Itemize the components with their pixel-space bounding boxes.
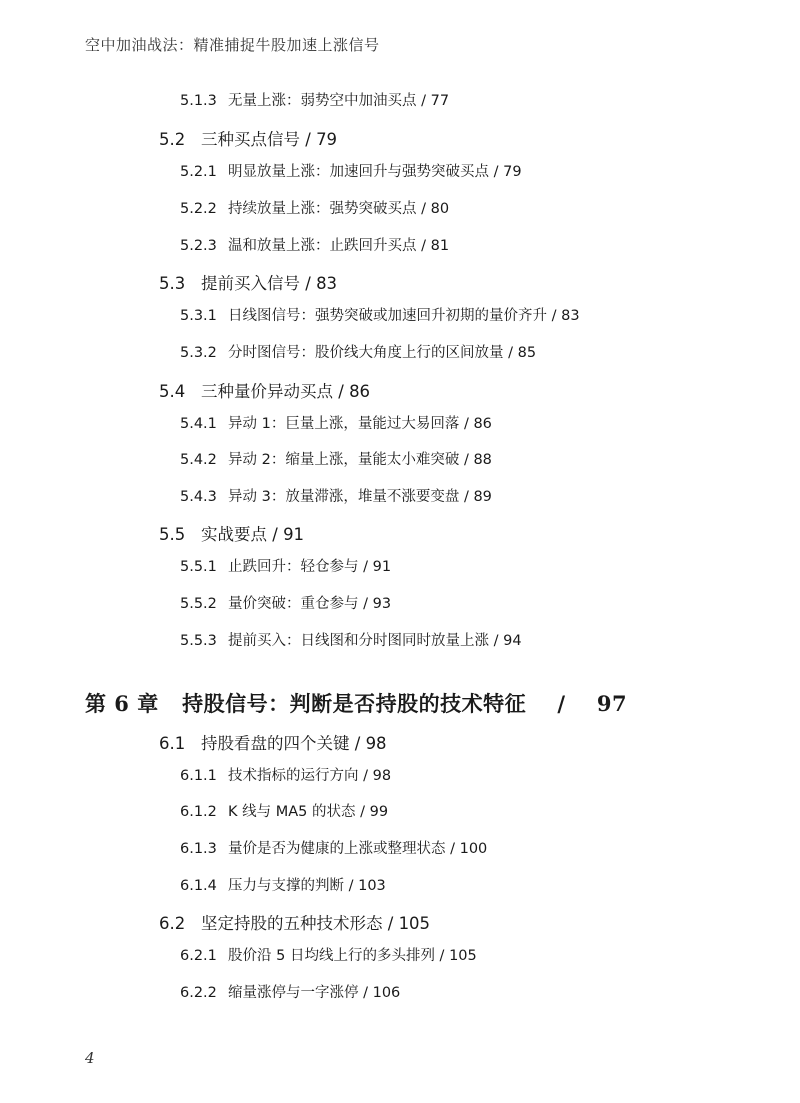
entry-number: 5.3 [159,274,186,293]
toc-entry-5-5: 5.5 实战要点 / 91 [159,525,305,544]
entry-title: K 线与 MA5 的状态 [228,804,356,820]
toc-entry-6-1-3: 6.1.3 量价是否为健康的上涨或整理状态 / 100 [180,841,488,857]
chapter-number: 第 6 章 [85,691,159,716]
entry-title: 止跌回升：轻仓参与 [228,559,359,575]
entry-title: 异动 3：放量滞涨，堆量不涨要变盘 [228,489,460,505]
entry-title: 异动 2：缩量上涨，量能太小难突破 [228,452,460,468]
entry-title: 三种量价异动买点 [201,382,333,401]
entry-number: 5.4.2 [180,452,217,468]
entry-page: 89 [473,489,492,505]
entry-number: 5.5.2 [180,596,217,612]
entry-page: 91 [372,559,392,575]
toc-entry-5-4-2: 5.4.2 异动 2：缩量上涨，量能太小难突破 / 88 [180,452,492,468]
entry-number: 5.5.1 [180,559,217,575]
entry-title: 缩量涨停与一字涨停 [228,985,359,1001]
toc-entry-5-4-1: 5.4.1 异动 1：巨量上涨，量能过大易回落 / 86 [180,416,492,432]
toc-entry-6-1-1: 6.1.1 技术指标的运行方向 / 98 [180,768,392,784]
entry-number: 6.1.3 [180,841,217,857]
entry-number: 5.3.2 [180,345,217,361]
entry-number: 6.2.1 [180,948,217,964]
toc-entry-5-1-3: 5.1.3 无量上涨：弱势空中加油买点 / 77 [180,93,450,109]
entry-number: 6.1.1 [180,768,217,784]
entry-page: 105 [449,948,477,964]
entry-page: 93 [372,596,392,612]
entry-title: 坚定持股的五种技术形态 [201,914,383,933]
entry-page: 88 [473,452,492,468]
entry-title: 压力与支撑的判断 [228,878,344,894]
entry-title: 实战要点 [201,525,267,544]
entry-title: 明显放量上涨：加速回升与强势突破买点 [228,164,489,180]
entry-number: 5.2.3 [180,238,217,254]
entry-number: 6.1 [159,734,186,753]
entry-title: 日线图信号：强势突破或加速回升初期的量价齐升 [228,308,547,324]
entry-page: 105 [398,914,431,933]
entry-page: 94 [503,633,522,649]
entry-number: 6.1.2 [180,804,217,820]
toc-entry-5-4-3: 5.4.3 异动 3：放量滞涨，堆量不涨要变盘 / 89 [180,489,492,505]
toc-entry-5-3-1: 5.3.1 日线图信号：强势突破或加速回升初期的量价齐升 / 83 [180,308,580,324]
toc-entry-5-2-2: 5.2.2 持续放量上涨：强势突破买点 / 80 [180,201,450,217]
toc-entry-5-3-2: 5.3.2 分时图信号：股价线大角度上行的区间放量 / 85 [180,345,537,361]
entry-number: 5.5 [159,525,186,544]
page-number: 4 [85,1049,95,1067]
entry-number: 5.2 [159,130,186,149]
entry-number: 5.3.1 [180,308,217,324]
chapter-title: 持股信号：判断是否持股的技术特征 [182,691,527,716]
entry-title: 技术指标的运行方向 [228,768,359,784]
toc-entry-6-2: 6.2 坚定持股的五种技术形态 / 105 [159,914,431,933]
entry-page: 98 [372,768,392,784]
toc-entry-6-2-1: 6.2.1 股价沿 5 日均线上行的多头排列 / 105 [180,948,477,964]
toc-entry-5-3: 5.3 提前买入信号 / 83 [159,274,338,293]
entry-page: 85 [517,345,537,361]
entry-title: 异动 1：巨量上涨，量能过大易回落 [228,416,460,432]
entry-page: 79 [503,164,522,180]
entry-title: 分时图信号：股价线大角度上行的区间放量 [228,345,504,361]
toc-entry-5-4: 5.4 三种量价异动买点 / 86 [159,382,371,401]
entry-title: 无量上涨：弱势空中加油买点 [228,93,417,109]
running-header: 空中加油战法：精准捕捉牛股加速上涨信号 [85,36,380,54]
entry-page: 83 [561,308,580,324]
entry-title: 股价沿 5 日均线上行的多头排列 [228,948,435,964]
entry-title: 三种买点信号 [201,130,300,149]
entry-number: 6.1.4 [180,878,217,894]
entry-page: 99 [369,804,389,820]
entry-number: 5.4.3 [180,489,217,505]
entry-page: 103 [358,878,386,894]
entry-page: 86 [349,382,371,401]
toc-entry-6-1-2: 6.1.2 K 线与 MA5 的状态 / 99 [180,804,389,820]
entry-title: 持续放量上涨：强势突破买点 [228,201,417,217]
entry-page: 81 [430,238,450,254]
toc-entry-5-5-1: 5.5.1 止跌回升：轻仓参与 / 91 [180,559,392,575]
entry-title: 提前买入：日线图和分时图同时放量上涨 [228,633,489,649]
toc-entry-6-1: 6.1 持股看盘的四个关键 / 98 [159,734,387,753]
toc-entry-5-5-3: 5.5.3 提前买入：日线图和分时图同时放量上涨 / 94 [180,633,522,649]
entry-number: 6.2.2 [180,985,217,1001]
entry-page: 98 [365,734,387,753]
toc-chapter-6: 第 6 章 持股信号：判断是否持股的技术特征 / 97 [85,691,628,716]
entry-page: 83 [316,274,338,293]
entry-page: 100 [459,841,488,857]
entry-title: 提前买入信号 [201,274,300,293]
toc-entry-6-2-2: 6.2.2 缩量涨停与一字涨停 / 106 [180,985,401,1001]
entry-number: 5.4 [159,382,186,401]
toc-entry-5-5-2: 5.5.2 量价突破：重仓参与 / 93 [180,596,392,612]
entry-page: 91 [283,525,305,544]
entry-page: 77 [430,93,450,109]
entry-page: 106 [372,985,401,1001]
entry-number: 5.2.2 [180,201,217,217]
entry-page: 80 [430,201,450,217]
entry-number: 5.4.1 [180,416,217,432]
entry-title: 量价是否为健康的上涨或整理状态 [228,841,446,857]
entry-number: 6.2 [159,914,186,933]
entry-number: 5.2.1 [180,164,217,180]
entry-number: 5.1.3 [180,93,217,109]
entry-number: 5.5.3 [180,633,217,649]
entry-title: 温和放量上涨：止跌回升买点 [228,238,417,254]
toc-entry-5-2-3: 5.2.3 温和放量上涨：止跌回升买点 / 81 [180,238,450,254]
toc-entry-5-2: 5.2 三种买点信号 / 79 [159,130,338,149]
entry-page: 86 [473,416,492,432]
toc-entry-6-1-4: 6.1.4 压力与支撑的判断 / 103 [180,878,386,894]
entry-title: 量价突破：重仓参与 [228,596,359,612]
toc-entry-5-2-1: 5.2.1 明显放量上涨：加速回升与强势突破买点 / 79 [180,164,522,180]
entry-page: 79 [316,130,338,149]
entry-title: 持股看盘的四个关键 [201,734,350,753]
chapter-page: 97 [596,691,628,716]
